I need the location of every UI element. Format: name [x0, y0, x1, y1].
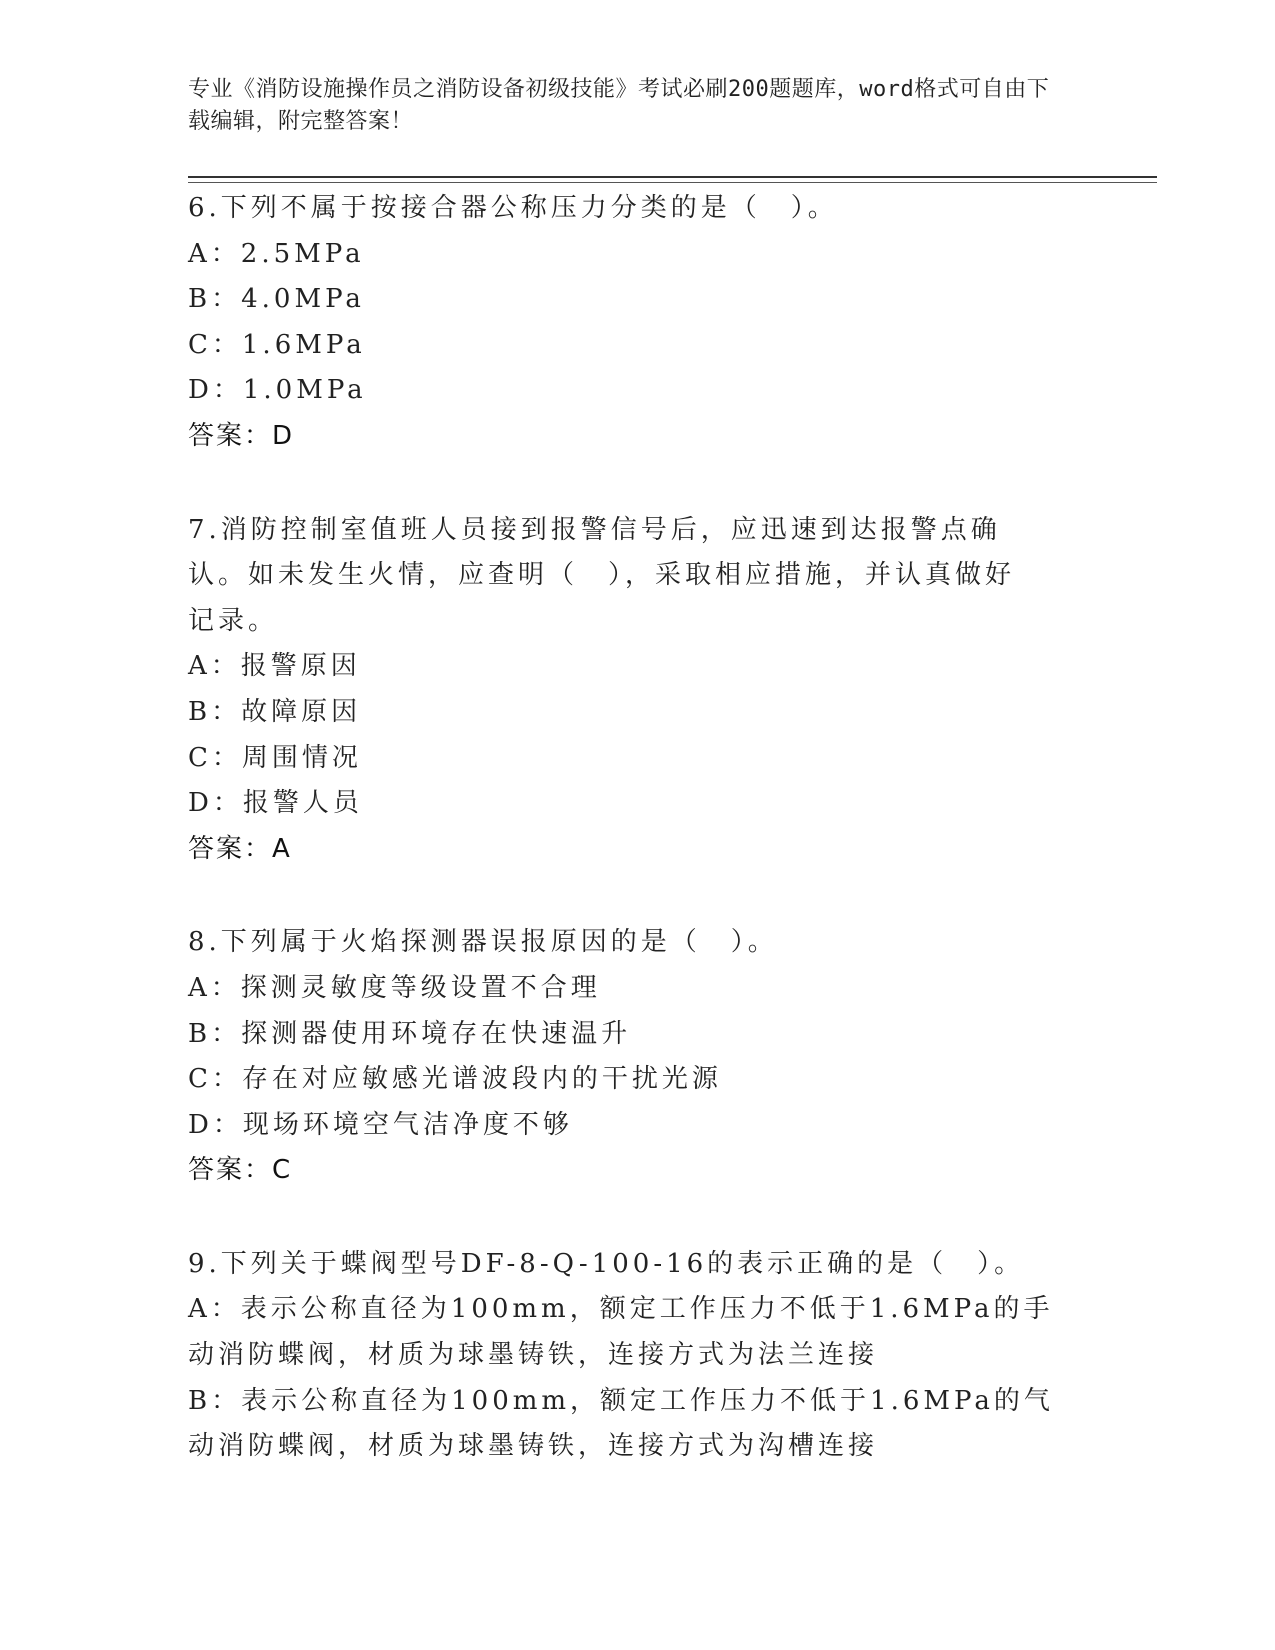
header-divider-thick	[188, 176, 1157, 178]
document-header: 专业《消防设施操作员之消防设备初级技能》考试必刷200题题库，word格式可自由下载编辑，附完整答案！	[188, 77, 1050, 134]
question-stem: 6.下列不属于按接合器公称压力分类的是（ ）。	[188, 193, 838, 223]
option-d: D：现场环境空气洁净度不够	[188, 1109, 573, 1140]
option-a: A：报警原因	[188, 651, 361, 682]
option-d: D：1.0MPa	[188, 375, 367, 406]
question-stem: 7.消防控制室值班人员接到报警信号后，应迅速到达报警点确认。如未发生火情，应查明（ ），采取相应措施，并认真做好记录。	[188, 514, 1016, 636]
question-6	[188, 186, 1088, 460]
answer-line: 答案：C	[188, 1155, 293, 1186]
option-a: A：2.5MPa	[188, 238, 365, 269]
option-b: B：表示公称直径为100mm，额定工作压力不低于1.6MPa的气动消防蝶阀，材质为球墨铸铁，连接方式为沟槽连接	[188, 1385, 1054, 1462]
question-list	[188, 186, 1088, 1518]
option-b: B：探测器使用环境存在快速温升	[188, 1018, 632, 1049]
option-c: C：周围情况	[188, 742, 362, 773]
option-d: D：报警人员	[188, 788, 363, 819]
question-stem: 8.下列属于火焰探测器误报原因的是（ ）。	[188, 927, 778, 958]
option-c: C：存在对应敏感光谱波段内的干扰光源	[188, 1064, 722, 1095]
option-a: A：表示公称直径为100mm，额定工作压力不低于1.6MPa的手动消防蝶阀，材质为球墨铸铁，连接方式为法兰连接	[188, 1294, 1054, 1371]
option-b: B：4.0MPa	[188, 284, 365, 315]
answer-line: 答案：A	[188, 833, 292, 864]
question-8	[188, 920, 1088, 1194]
option-a: A：探测灵敏度等级设置不合理	[188, 972, 601, 1003]
header-divider-thin	[188, 182, 1157, 183]
question-7	[188, 508, 1088, 873]
question-stem: 9.下列关于蝶阀型号DF-8-Q-100-16的表示正确的是（ ）。	[188, 1248, 1025, 1279]
option-b: B：故障原因	[188, 696, 362, 727]
question-9	[188, 1242, 1088, 1470]
option-c: C：1.6MPa	[188, 329, 366, 360]
answer-line: 答案：D	[188, 420, 295, 451]
